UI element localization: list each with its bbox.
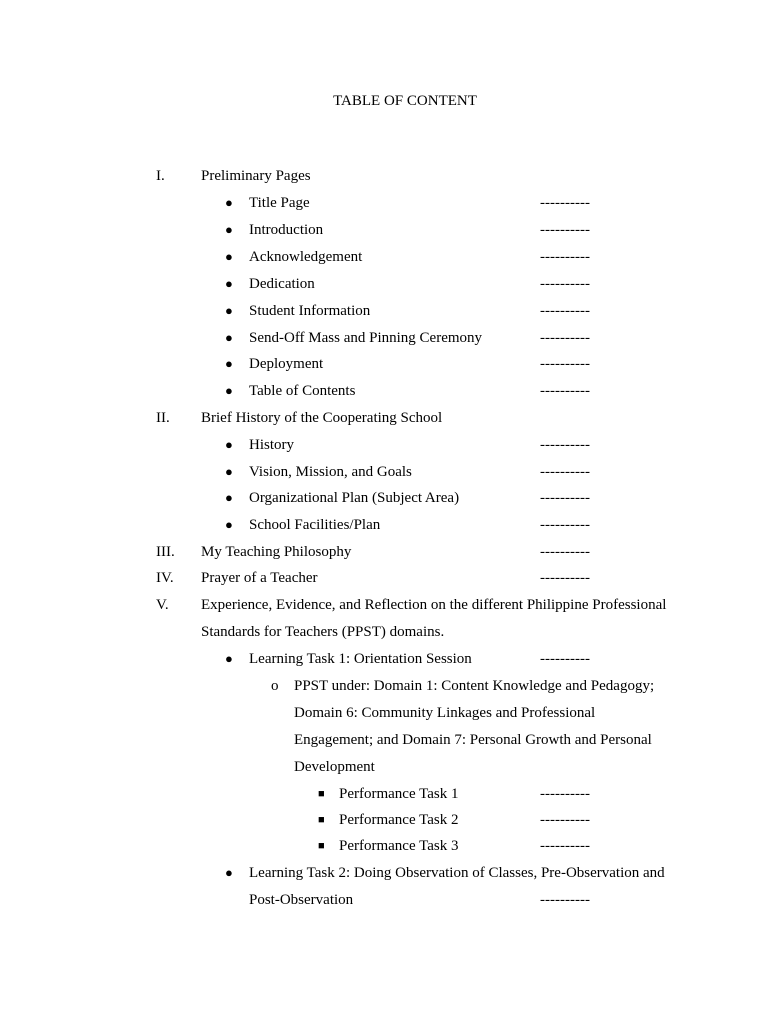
toc-entry: Acknowledgement	[249, 249, 363, 265]
section-heading: Prayer of a Teacher	[201, 570, 318, 586]
toc-entry: History	[249, 437, 294, 453]
toc-entry: Organizational Plan (Subject Area)	[249, 490, 460, 506]
toc-entry: Introduction	[249, 222, 324, 238]
toc-entry: Send-Off Mass and Pinning Ceremony	[249, 330, 483, 346]
section-numeral: IV.	[156, 570, 174, 586]
toc-entry: Deployment	[249, 356, 324, 372]
page-number-placeholder: ----------	[540, 303, 590, 319]
square-bullet: ■	[318, 814, 325, 826]
section-numeral: V.	[156, 597, 169, 613]
sub-entry-continued: Development	[294, 759, 375, 775]
bullet: ●	[225, 303, 233, 318]
bullet: ●	[225, 437, 233, 452]
page-number-placeholder: ----------	[540, 651, 590, 667]
section-numeral: III.	[156, 544, 175, 560]
toc-entry: Table of Contents	[249, 383, 356, 399]
page-number-placeholder: ----------	[540, 517, 590, 533]
sub-entry-continued: Domain 6: Community Linkages and Professional	[294, 705, 596, 721]
bullet: ●	[225, 330, 233, 345]
toc-entry: Vision, Mission, and Goals	[249, 464, 412, 480]
page-number-placeholder: ----------	[540, 383, 590, 399]
bullet: ●	[225, 356, 233, 371]
bullet: ●	[225, 222, 233, 237]
page-title: TABLE OF CONTENT	[333, 93, 477, 109]
section-numeral: I.	[156, 168, 165, 184]
bullet: ●	[225, 865, 233, 880]
bullet: ●	[225, 249, 233, 264]
section-heading-continued: Standards for Teachers (PPST) domains.	[201, 624, 445, 640]
toc-entry: Dedication	[249, 276, 315, 292]
section-heading: Experience, Evidence, and Reflection on the different Philippine Professional	[201, 597, 667, 613]
square-bullet: ■	[318, 840, 325, 852]
section-numeral: II.	[156, 410, 170, 426]
toc-entry: Title Page	[249, 195, 310, 211]
bullet: ●	[225, 517, 233, 532]
section-heading: Brief History of the Cooperating School	[201, 410, 443, 426]
circle-bullet: o	[271, 678, 279, 694]
sub-entry: PPST under: Domain 1: Content Knowledge and Pedagogy;	[294, 678, 655, 694]
toc-entry: School Facilities/Plan	[249, 517, 381, 533]
toc-entry: Performance Task 1	[339, 786, 459, 802]
toc-entry-continued: Post-Observation	[249, 892, 354, 908]
page-number-placeholder: ----------	[540, 195, 590, 211]
page-number-placeholder: ----------	[540, 892, 590, 908]
page-number-placeholder: ----------	[540, 786, 590, 802]
page-number-placeholder: ----------	[540, 490, 590, 506]
bullet: ●	[225, 490, 233, 505]
page-number-placeholder: ----------	[540, 356, 590, 372]
bullet: ●	[225, 276, 233, 291]
page-number-placeholder: ----------	[540, 276, 590, 292]
section-heading: My Teaching Philosophy	[201, 544, 352, 560]
toc-entry: Learning Task 1: Orientation Session	[249, 651, 472, 667]
page-number-placeholder: ----------	[540, 464, 590, 480]
toc-entry: Performance Task 3	[339, 838, 459, 854]
page-number-placeholder: ----------	[540, 570, 590, 586]
page-number-placeholder: ----------	[540, 812, 590, 828]
page-number-placeholder: ----------	[540, 437, 590, 453]
toc-entry: Learning Task 2: Doing Observation of Classes, Pre-Observation and	[249, 865, 665, 881]
page-number-placeholder: ----------	[540, 544, 590, 560]
bullet: ●	[225, 383, 233, 398]
page-number-placeholder: ----------	[540, 222, 590, 238]
section-heading: Preliminary Pages	[201, 168, 311, 184]
page-number-placeholder: ----------	[540, 838, 590, 854]
toc-entry: Student Information	[249, 303, 371, 319]
page-number-placeholder: ----------	[540, 249, 590, 265]
square-bullet: ■	[318, 788, 325, 800]
bullet: ●	[225, 464, 233, 479]
bullet: ●	[225, 651, 233, 666]
bullet: ●	[225, 195, 233, 210]
toc-entry: Performance Task 2	[339, 812, 459, 828]
sub-entry-continued: Engagement; and Domain 7: Personal Growth and Personal	[294, 732, 652, 748]
page-number-placeholder: ----------	[540, 330, 590, 346]
